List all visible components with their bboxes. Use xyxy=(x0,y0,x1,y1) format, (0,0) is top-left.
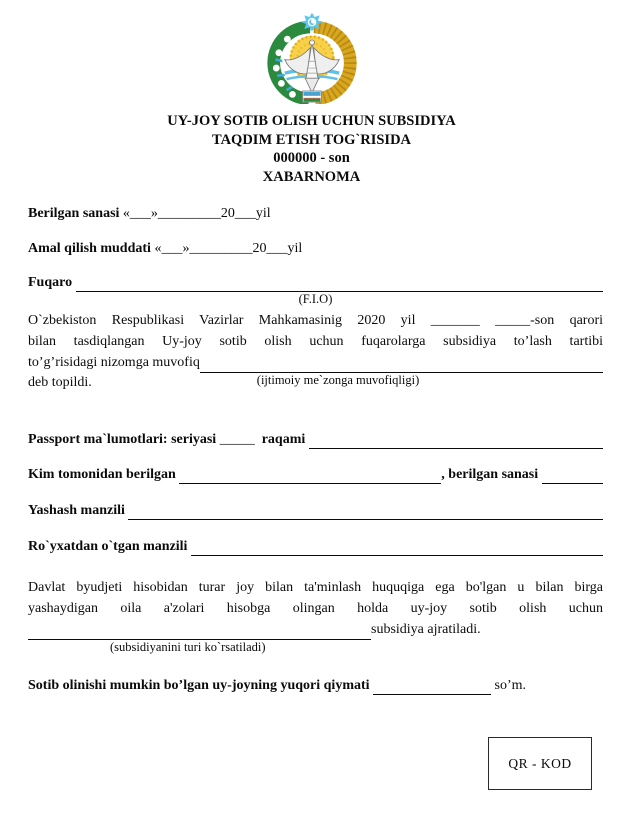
subsidy-line-1: Davlat byudjeti hisobidan turar joy bilan ta'minlash huquqiga ega bo'lgan u bilan birga xyxy=(28,580,603,595)
issued-by-row xyxy=(28,466,603,484)
citizen-name-blank xyxy=(76,274,603,292)
citizen-label: Fuqaro xyxy=(28,275,73,290)
decree-line-3-text: to’g’risidagi nizomga muvofiq xyxy=(28,355,200,370)
document-body xyxy=(0,205,623,695)
max-price-row xyxy=(28,677,603,695)
decree-line-2: bilan tasdiqlangan Uy-joy sotib olish uchun fuqarolarga subsidiya to’lash tartibi xyxy=(28,334,603,349)
issue-date-label: Berilgan sanasi xyxy=(28,206,120,221)
document-number: 000000 - son xyxy=(273,150,350,166)
document-title xyxy=(0,112,623,186)
registered-address-label: Ro`yxatdan o`tgan manzili xyxy=(28,539,188,554)
max-price-suffix: so’m. xyxy=(494,678,527,693)
title-line-4: XABARNOMA xyxy=(262,168,361,185)
subsidy-type-blank xyxy=(28,619,371,640)
registered-address-row xyxy=(28,538,603,556)
social-criteria-caption: (ijtimoiy me`zonga muvofiqligi) xyxy=(256,373,420,387)
issue-date-blank: «___»_________20___yil xyxy=(122,206,271,221)
qr-code-placeholder xyxy=(488,737,592,790)
decree-line-4 xyxy=(28,373,603,393)
subsidy-line-3 xyxy=(28,619,603,640)
issue-date-row xyxy=(28,205,603,223)
max-price-blank xyxy=(373,677,491,695)
subsidy-type-caption: (subsidiyanini turi ko`rsatiladi) xyxy=(110,640,266,654)
passport-row xyxy=(28,431,603,449)
passport-number-blank xyxy=(309,431,603,449)
residence-address-label: Yashash manzili xyxy=(28,503,125,518)
issued-by-label: Kim tomonidan berilgan xyxy=(28,467,176,482)
issued-date-blank xyxy=(542,466,603,484)
validity-period-row xyxy=(28,240,603,258)
passport-label: Passport ma`lumotlari: seriyasi xyxy=(28,432,217,447)
decree-paragraph xyxy=(28,310,603,393)
issued-by-blank xyxy=(179,466,441,484)
passport-number-label: raqami xyxy=(261,432,306,447)
subsidy-line-2: yashaydigan oila a'zolari hisobga olingan holda uy-joy sotib olish uchun xyxy=(28,601,603,616)
uzbekistan-state-emblem-icon xyxy=(261,10,363,104)
citizen-caption: (F.I.O) xyxy=(298,292,333,306)
title-line-2: TAQDIM ETISH TOG`RISIDA xyxy=(211,131,412,148)
flag-ribbon xyxy=(302,91,321,102)
validity-period-blank: «___»_________20___yil xyxy=(154,241,303,256)
residence-address-blank xyxy=(128,502,603,520)
decree-line-3 xyxy=(28,352,603,373)
issued-date-label: , berilgan sanasi xyxy=(441,467,539,482)
residence-address-row xyxy=(28,502,603,520)
qr-code-label: QR - KOD xyxy=(508,755,572,771)
registered-address-blank xyxy=(191,538,603,556)
subsidy-paragraph xyxy=(28,577,603,655)
citizen-row xyxy=(28,274,603,292)
passport-series-blank: _____ xyxy=(219,432,255,447)
max-price-label: Sotib olinishi mumkin bo’lgan uy-joyning yuqori qiymati xyxy=(28,678,370,693)
emblem-container xyxy=(0,0,623,109)
decree-line-4-text: deb topildi. xyxy=(28,375,92,390)
subsidy-line-3-text: subsidiya ajratiladi. xyxy=(371,622,481,637)
validity-period-label: Amal qilish muddati xyxy=(28,241,151,256)
decree-line-1: O`zbekiston Respublikasi Vazirlar Mahkamasinig 2020 yil _______ _____-son qarori xyxy=(28,313,603,328)
title-line-1: UY-JOY SOTIB OLISH UCHUN SUBSIDIYA xyxy=(167,113,456,129)
social-criteria-blank xyxy=(200,352,603,373)
